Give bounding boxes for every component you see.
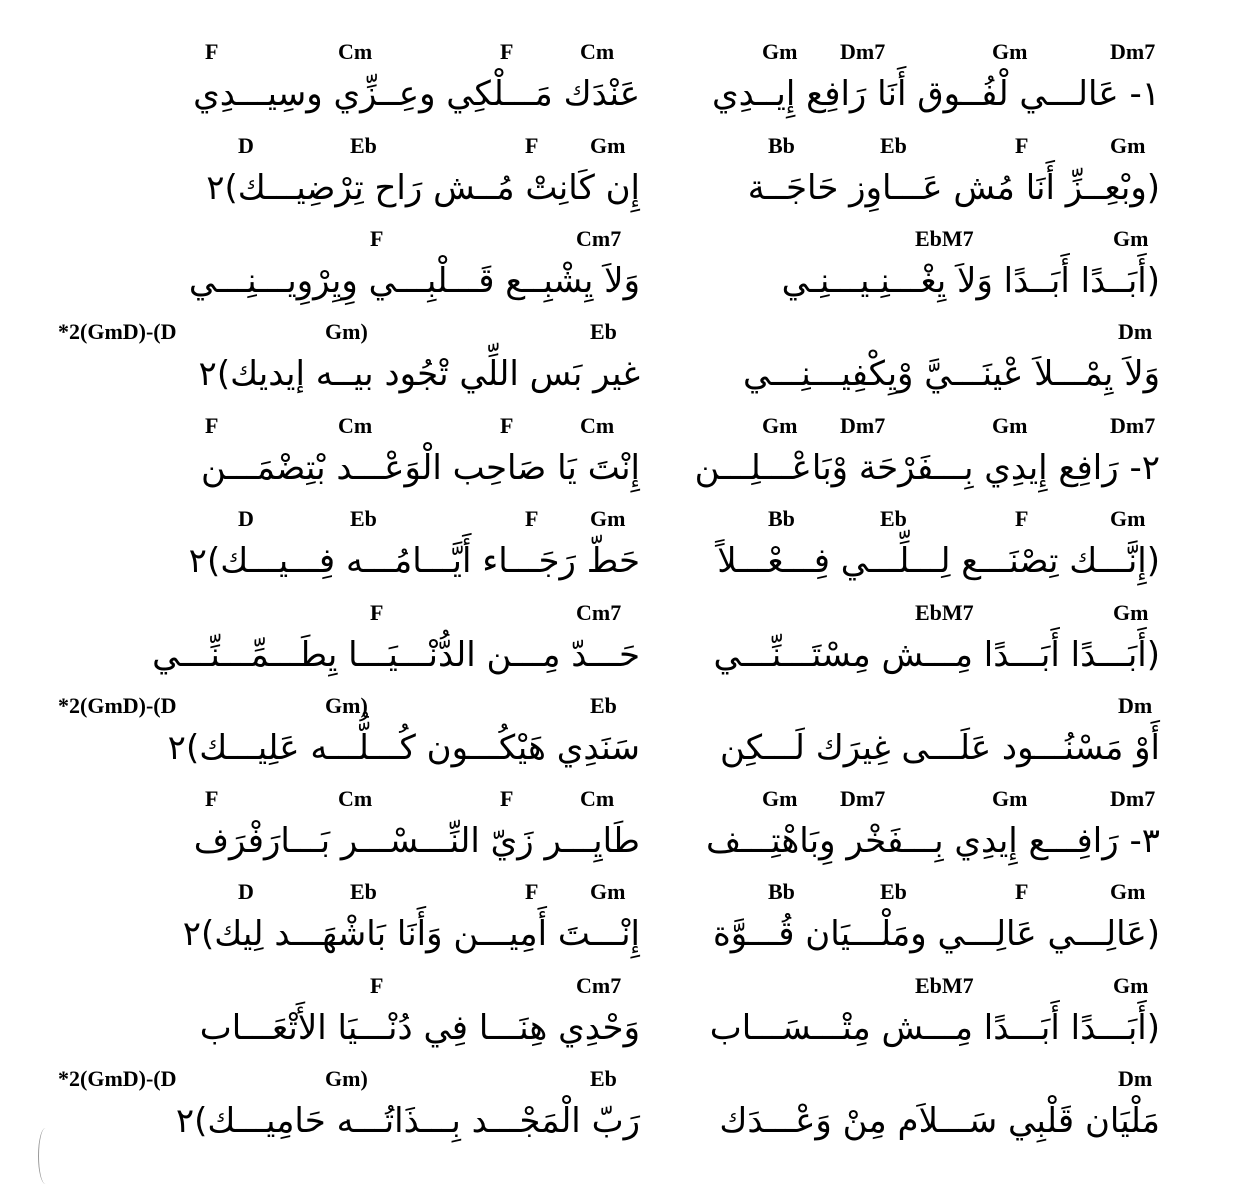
chord-right-5-2: Dm7 (840, 413, 886, 438)
chord-left-6-3: F (525, 506, 539, 531)
chord-left-8-3: Eb (590, 693, 617, 718)
chord-right-9-4: Dm7 (1110, 786, 1156, 811)
chord-right-2-2: Eb (880, 133, 907, 158)
chord-right-10-1: Bb (768, 879, 795, 904)
chord-left-5-2: Cm (338, 413, 373, 438)
chord-right-11-1: EbM7 (915, 973, 974, 998)
chord-left-9-1: F (205, 786, 219, 811)
chord-right-9-2: Dm7 (840, 786, 886, 811)
chord-left-7-2: Cm7 (576, 600, 622, 625)
chord-right-3-1: EbM7 (915, 226, 974, 251)
chord-left-2-4: Gm (590, 133, 626, 158)
chord-right-10-2: Eb (880, 879, 907, 904)
chord-right-6-3: F (1015, 506, 1029, 531)
chord-right-6-1: Bb (768, 506, 795, 531)
lyric-left-2: إِن كَانِتْ مُــش رَاح تِرْضِيـــك)٢ (206, 168, 640, 208)
chord-left-9-4: Cm (580, 786, 615, 811)
chord-right-9-3: Gm (992, 786, 1028, 811)
chord-left-8-2: Gm) (325, 693, 368, 718)
chord-right-10-4: Gm (1110, 879, 1146, 904)
chord-left-6-1: D (238, 506, 254, 531)
chord-left-10-1: D (238, 879, 254, 904)
chord-right-8-1: Dm (1118, 693, 1153, 718)
chord-left-12-2: Gm) (325, 1066, 368, 1091)
lyric-right-11: (أَبَـــدًا أَبَـــدًا مِـــش مِتْـــسَـــاب (709, 1008, 1160, 1048)
chord-left-5-4: Cm (580, 413, 615, 438)
lyric-left-9: طَايِـــر زَيّ النِّـــسْـــر بَـــارَفْرَف (193, 821, 640, 861)
chord-right-2-4: Gm (1110, 133, 1146, 158)
chord-right-5-1: Gm (762, 413, 798, 438)
lyric-left-5: إِنْتَ يَا صَاحِب الْوَعْـــد بْتِضْمَـــن (201, 448, 640, 488)
lyric-right-9: ٣- رَافِـــع إِيدِي بِـــفَخْر وِبَاهْتِـــف (706, 821, 1160, 861)
lyric-right-1: ١- عَالـــي لْفُــوق أَنَا رَافِع إِيــدِي (712, 74, 1160, 114)
chord-left-5-3: F (500, 413, 514, 438)
chord-right-11-2: Gm (1113, 973, 1149, 998)
chord-right-1-2: Dm7 (840, 39, 886, 64)
lyric-right-7: (أَبَـــدًا أَبَـــدًا مِـــش مِسْتَـــنِّـــي (713, 635, 1160, 675)
chord-right-4-1: Dm (1118, 319, 1153, 344)
chord-left-6-2: Eb (350, 506, 377, 531)
chord-left-10-2: Eb (350, 879, 377, 904)
margin-bracket (38, 1128, 53, 1184)
chord-right-9-1: Gm (762, 786, 798, 811)
chord-left-11-1: F (370, 973, 384, 998)
lyric-right-10: (عَالِـــي عَالِـــي ومَلْـــيَان قُـــوَّة (712, 914, 1160, 954)
chord-left-10-4: Gm (590, 879, 626, 904)
chord-left-6-4: Gm (590, 506, 626, 531)
chord-left-4-3: Eb (590, 319, 617, 344)
lyric-left-7: حَـــدّ مِـــن الدُّنْـــيَـــا يِطَـــمِّـــنِّـــي (152, 635, 640, 675)
chord-left-1-2: Cm (338, 39, 373, 64)
chord-right-1-3: Gm (992, 39, 1028, 64)
chord-right-3-2: Gm (1113, 226, 1149, 251)
lyric-left-8: سَنَدِي هَيْكُـــون كُـــلُّـــه عَلِيـــك)٢ (167, 728, 640, 768)
chord-left-11-2: Cm7 (576, 973, 622, 998)
chord-right-6-4: Gm (1110, 506, 1146, 531)
chord-left-2-1: D (238, 133, 254, 158)
lyric-left-6: حَطّ رَجَـــاء أَيَّـــامُـــه فِـــيـــك)٢ (188, 541, 640, 581)
chord-left-2-3: F (525, 133, 539, 158)
lyric-right-4: وَلاَ يِمْـــلاَ عْينَـــيَّ وْيِكْفِيـــنِـــي (742, 354, 1160, 394)
chord-right-10-3: F (1015, 879, 1029, 904)
chord-left-10-3: F (525, 879, 539, 904)
chord-left-12-1: *2(GmD)-(D (58, 1066, 177, 1091)
lyric-left-11: وَحْدِي هِنَـــا فِي دُنْـــيَا الأَتْعَـــاب (199, 1008, 640, 1048)
lyric-right-2: (وبْعِــزِّ أَنَا مُش عَـــاوِز حَاجَــة (747, 168, 1160, 208)
chord-right-5-4: Dm7 (1110, 413, 1156, 438)
chord-right-12-1: Dm (1118, 1066, 1153, 1091)
lyric-left-12: رَبّ الْمَجْـــد بِـــذَاتُـــه حَامِيـــك)٢ (175, 1101, 640, 1141)
chord-right-1-1: Gm (762, 39, 798, 64)
chord-left-7-1: F (370, 600, 384, 625)
lyric-right-8: أَوْ مَسْنُـــود عَلَـــى غِيرَك لَـــكِن (720, 728, 1160, 768)
chord-left-5-1: F (205, 413, 219, 438)
chord-left-4-1: *2(GmD)-(D (58, 319, 177, 344)
lyric-left-1: عَنْدَك مَـــلْكِي وعِــزِّي وسِيـــدِي (193, 74, 640, 114)
lyric-left-10: إِنْـــتَ أَمِيـــن وَأَنَا بَاشْهَـــد لِيك)٢ (182, 914, 640, 954)
chord-left-1-1: F (205, 39, 219, 64)
chord-right-7-2: Gm (1113, 600, 1149, 625)
lyric-left-4: غير بَس اللِّي تْجُود بيــه إيديك)٢ (198, 354, 640, 394)
lyric-left-3: وَلاَ يِشْبِــع قَـــلْبِـــي وِيِرْوِيـــنِـــي (188, 261, 640, 301)
chord-right-6-2: Eb (880, 506, 907, 531)
chord-left-3-2: Cm7 (576, 226, 622, 251)
chord-left-9-2: Cm (338, 786, 373, 811)
chord-left-8-1: *2(GmD)-(D (58, 693, 177, 718)
chord-left-2-2: Eb (350, 133, 377, 158)
lyric-right-5: ٢- رَافِع إِيدِي بِـــفَرْحَة وْبَاعْـــلِـــن (694, 448, 1160, 488)
chord-left-12-3: Eb (590, 1066, 617, 1091)
chord-right-7-1: EbM7 (915, 600, 974, 625)
chord-left-9-3: F (500, 786, 514, 811)
chord-right-1-4: Dm7 (1110, 39, 1156, 64)
lyric-right-6: (إِنَّـــك تِصْنَـــع لِـــلِّـــي فِـــعْـــلاً (717, 541, 1160, 581)
chord-left-4-2: Gm) (325, 319, 368, 344)
chord-left-1-3: F (500, 39, 514, 64)
chord-right-2-1: Bb (768, 133, 795, 158)
chord-left-1-4: Cm (580, 39, 615, 64)
lyric-right-3: (أَبَــدًا أَبَــدًا وَلاَ يِغْـــنِـيـــنِـي (781, 261, 1160, 301)
chord-left-3-1: F (370, 226, 384, 251)
lyric-right-12: مَلْيَان قَلْبِي سَـــلاَم مِنْ وَعْـــدَك (719, 1101, 1160, 1141)
chord-right-5-3: Gm (992, 413, 1028, 438)
chord-right-2-3: F (1015, 133, 1029, 158)
